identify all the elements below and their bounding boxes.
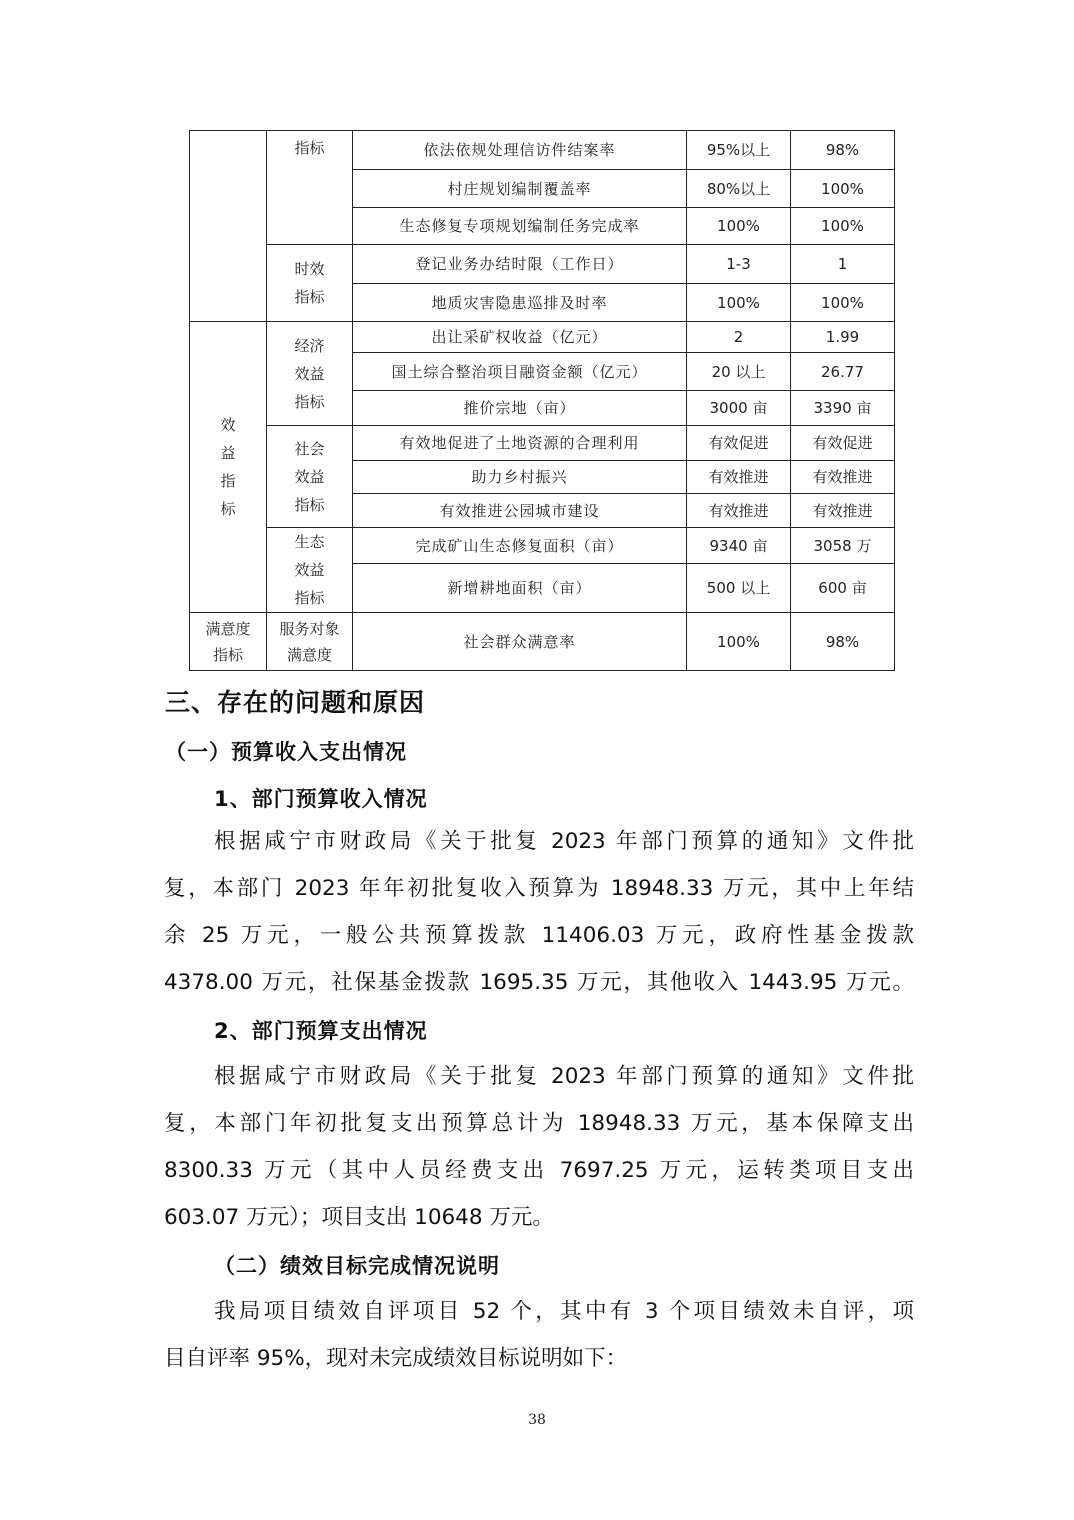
subcategory-line: 生态 — [294, 533, 325, 551]
target-value: 95%以上 — [687, 131, 791, 170]
indicator-name: 登记业务办结时限（工作日） — [353, 245, 687, 284]
target-value: 80%以上 — [687, 170, 791, 208]
subcategory-cell — [267, 322, 353, 426]
actual-value: 100% — [791, 170, 895, 208]
sub-subsection-heading: 1、部门预算收入情况 — [214, 787, 428, 811]
target-value: 100% — [687, 284, 791, 322]
table-row — [190, 245, 895, 284]
actual-value: 100% — [791, 284, 895, 322]
table-row — [190, 426, 895, 461]
subcategory-line: 效益 — [294, 561, 325, 579]
subcategory-line: 指标 — [294, 392, 325, 411]
paragraph-line: 4378.00 万元，社保基金拨款 1695.35 万元，其他收入 1443.95 万元。 — [164, 970, 914, 995]
paragraph-line: 复，本部门 2023 年年初批复收入预算为 18948.33 万元，其中上年结 — [164, 876, 914, 901]
indicator-name: 助力乡村振兴 — [353, 461, 687, 494]
actual-value: 1.99 — [791, 322, 895, 353]
paragraph-line: 603.07 万元）；项目支出 10648 万元。 — [164, 1205, 554, 1230]
subcategory-line: 指标 — [294, 495, 325, 514]
actual-value: 26.77 — [791, 353, 895, 391]
actual-value: 98% — [791, 131, 895, 170]
subcategory-cell — [267, 528, 353, 613]
paragraph-line: 我局项目绩效自评项目 52 个，其中有 3 个项目绩效未自评，项 — [214, 1299, 914, 1324]
category-char: 指 — [220, 472, 236, 490]
paragraph-line: 根据咸宁市财政局《关于批复 2023 年部门预算的通知》文件批 — [214, 1064, 914, 1089]
category-char: 效 — [220, 416, 236, 434]
category-cell — [190, 322, 267, 613]
subcategory-cell — [267, 426, 353, 528]
subsection-heading: （一）预算收入支出情况 — [165, 740, 407, 764]
paragraph-budget-income — [164, 818, 914, 1006]
target-value: 100% — [687, 208, 791, 245]
subcategory-cell — [267, 613, 353, 671]
subcategory-line: 指标 — [294, 288, 325, 306]
paragraph-line: 余 25 万元，一般公共预算拨款 11406.03 万元，政府性基金拨款 — [164, 923, 914, 948]
subcategory-cell — [267, 245, 353, 322]
actual-value: 有效促进 — [791, 426, 895, 461]
actual-value: 有效推进 — [791, 461, 895, 494]
target-value: 有效推进 — [687, 494, 791, 528]
indicator-name: 完成矿山生态修复面积（亩） — [353, 528, 687, 564]
paragraph-budget-expense — [164, 1053, 914, 1241]
target-value: 100% — [687, 613, 791, 671]
actual-value: 3390 亩 — [791, 391, 895, 426]
subcategory-line: 指标 — [294, 589, 325, 607]
category-char: 益 — [220, 444, 236, 462]
category-cell-empty — [190, 131, 267, 322]
category-line: 满意度 — [205, 619, 251, 638]
subcategory-line: 服务对象 — [279, 619, 340, 638]
paragraph-performance — [164, 1288, 914, 1382]
subsection-heading: （二）绩效目标完成情况说明 — [214, 1254, 500, 1278]
target-value: 3000 亩 — [687, 391, 791, 426]
actual-value: 98% — [791, 613, 895, 671]
indicator-name: 生态修复专项规划编制任务完成率 — [353, 208, 687, 245]
subcategory-line: 社会 — [294, 439, 325, 458]
actual-value: 有效推进 — [791, 494, 895, 528]
indicator-name: 村庄规划编制覆盖率 — [353, 170, 687, 208]
paragraph-line: 目自评率 95%，现对未完成绩效目标说明如下： — [164, 1346, 628, 1371]
actual-value: 3058 万 — [791, 528, 895, 564]
target-value: 有效促进 — [687, 426, 791, 461]
target-value: 1-3 — [687, 245, 791, 284]
indicator-name: 社会群众满意率 — [353, 613, 687, 671]
performance-indicator-table — [189, 130, 895, 671]
category-cell — [190, 613, 267, 671]
table-row — [190, 322, 895, 353]
paragraph-line: 根据咸宁市财政局《关于批复 2023 年部门预算的通知》文件批 — [214, 829, 914, 854]
table-row — [190, 613, 895, 671]
section-heading: 三、存在的问题和原因 — [165, 688, 426, 717]
indicator-name: 地质灾害隐患巡排及时率 — [353, 284, 687, 322]
paragraph-line: 8300.33 万元（其中人员经费支出 7697.25 万元，运转类项目支出 — [164, 1158, 914, 1183]
target-value: 2 — [687, 322, 791, 353]
indicator-name: 新增耕地面积（亩） — [353, 564, 687, 613]
indicator-name: 有效地促进了土地资源的合理利用 — [353, 426, 687, 461]
indicator-name: 推价宗地（亩） — [353, 391, 687, 426]
subcategory-line: 满意度 — [286, 645, 332, 664]
subcategory-line: 经济 — [294, 336, 325, 355]
indicator-name: 有效推进公园城市建设 — [353, 494, 687, 528]
page-number: 38 — [528, 1412, 546, 1428]
subcategory-line: 效益 — [294, 364, 325, 383]
actual-value: 100% — [791, 208, 895, 245]
target-value: 9340 亩 — [687, 528, 791, 564]
paragraph-line: 复，本部门年初批复支出预算总计为 18948.33 万元，基本保障支出 — [164, 1111, 914, 1136]
category-line: 指标 — [212, 645, 243, 664]
subcategory-line: 时效 — [294, 260, 325, 278]
table-row — [190, 131, 895, 170]
subcategory-cell: 指标 — [267, 131, 353, 245]
table-row — [190, 528, 895, 564]
sub-subsection-heading: 2、部门预算支出情况 — [214, 1019, 428, 1043]
indicator-name: 依法依规处理信访件结案率 — [353, 131, 687, 170]
target-value: 500 以上 — [687, 564, 791, 613]
target-value: 20 以上 — [687, 353, 791, 391]
target-value: 有效推进 — [687, 461, 791, 494]
indicator-name: 国土综合整治项目融资金额（亿元） — [353, 353, 687, 391]
actual-value: 1 — [791, 245, 895, 284]
subcategory-line: 效益 — [294, 467, 325, 486]
indicator-name: 出让采矿权收益（亿元） — [353, 322, 687, 353]
category-char: 标 — [220, 500, 236, 518]
actual-value: 600 亩 — [791, 564, 895, 613]
